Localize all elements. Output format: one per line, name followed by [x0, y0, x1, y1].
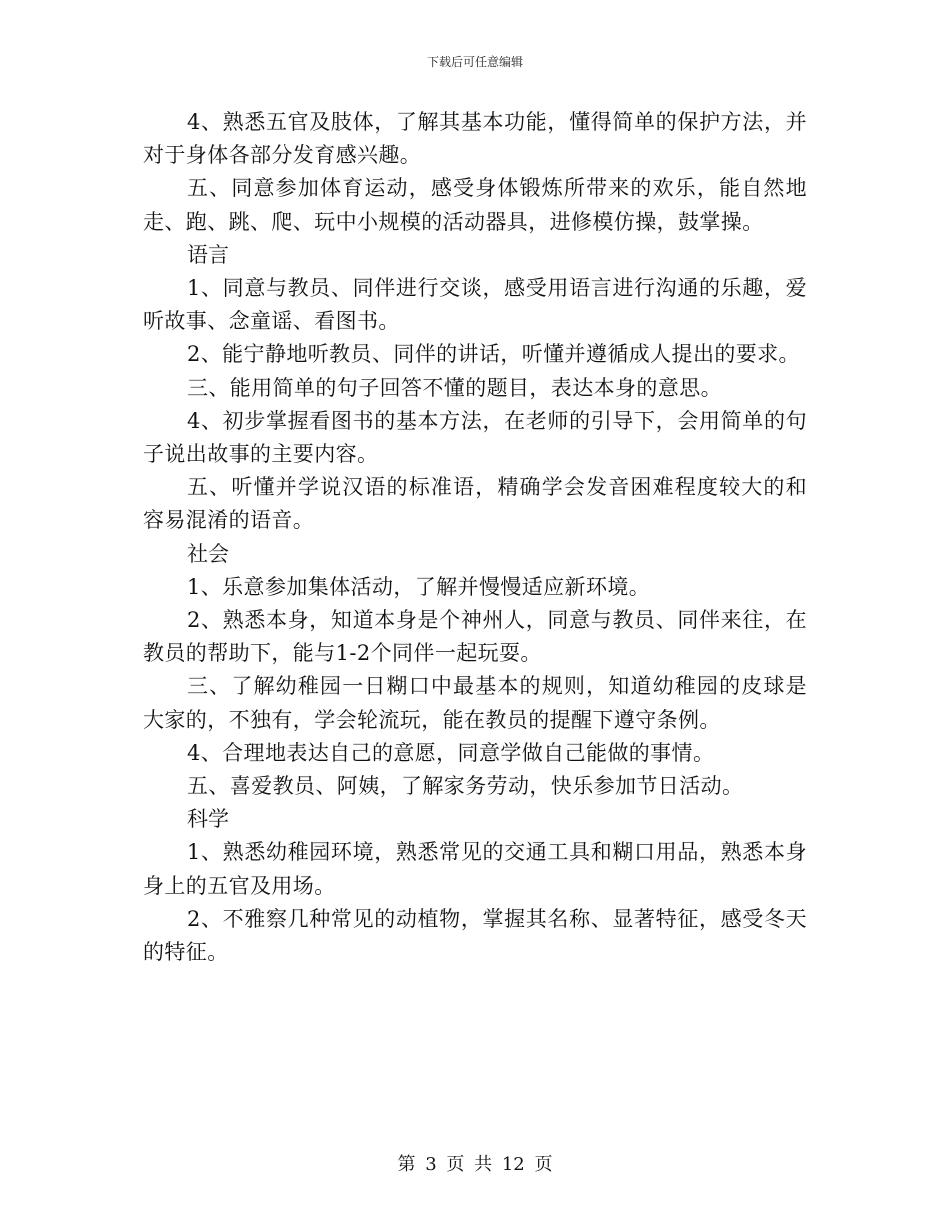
document-body: [143, 106, 807, 969]
paragraph: 2、不雅察几种常见的动植物，掌握其名称、显著特征，感受冬天的特征。: [143, 906, 807, 965]
section-heading: 社会: [187, 541, 229, 566]
section-heading: 语言: [187, 242, 229, 267]
paragraph: 2、能宁静地听教员、同伴的讲话，听懂并遵循成人提出的要求。: [187, 342, 800, 367]
page-header: 下载后可任意编辑: [426, 55, 523, 69]
paragraph: 4、熟悉五官及肢体，了解其基本功能，懂得简单的保护方法，并对于身体各部分发育感兴趣。: [143, 110, 807, 168]
paragraph: 2、熟悉本身，知道本身是个神州人，同意与教员、同伴来往，在教员的帮助下，能与1-2个同伴一起玩耍。: [143, 608, 807, 666]
paragraph: 五、听懂并学说汉语的标准语，精确学会发音困难程度较大的和容易混淆的语音。: [143, 475, 807, 533]
paragraph: 五、同意参加体育运动，感受身体锻炼所带来的欢乐，能自然地走、跑、跳、爬、玩中小规模的活动器具，进修模仿操，鼓掌操。: [143, 176, 807, 234]
paragraph: 三、了解幼稚园一日糊口中最基本的规则，知道幼稚园的皮球是大家的，不独有，学会轮流玩，能在教员的提醒下遵守条例。: [143, 674, 807, 732]
paragraph: 4、合理地表达自己的意愿，同意学做自己能做的事情。: [187, 740, 715, 765]
paragraph: 三、能用简单的句子回答不懂的题目，表达本身的意思。: [187, 375, 722, 400]
paragraph: 1、同意与教员、同伴进行交谈，感受用语言进行沟通的乐趣，爱听故事、念童谣、看图书。: [143, 276, 807, 334]
paragraph: 五、喜爱教员、阿姨，了解家务劳动，快乐参加节日活动。: [187, 774, 744, 799]
section-heading: 科学: [187, 807, 229, 832]
paragraph: 4、初步掌握看图书的基本方法，在老师的引导下，会用简单的句子说出故事的主要内容。: [143, 408, 807, 467]
paragraph: 1、熟悉幼稚园环境，熟悉常见的交通工具和糊口用品，熟悉本身身上的五官及用场。: [143, 840, 807, 898]
page-number-footer: 第 3 页 共 12 页: [397, 1154, 553, 1175]
paragraph: 1、乐意参加集体活动，了解并慢慢适应新环境。: [187, 574, 651, 599]
